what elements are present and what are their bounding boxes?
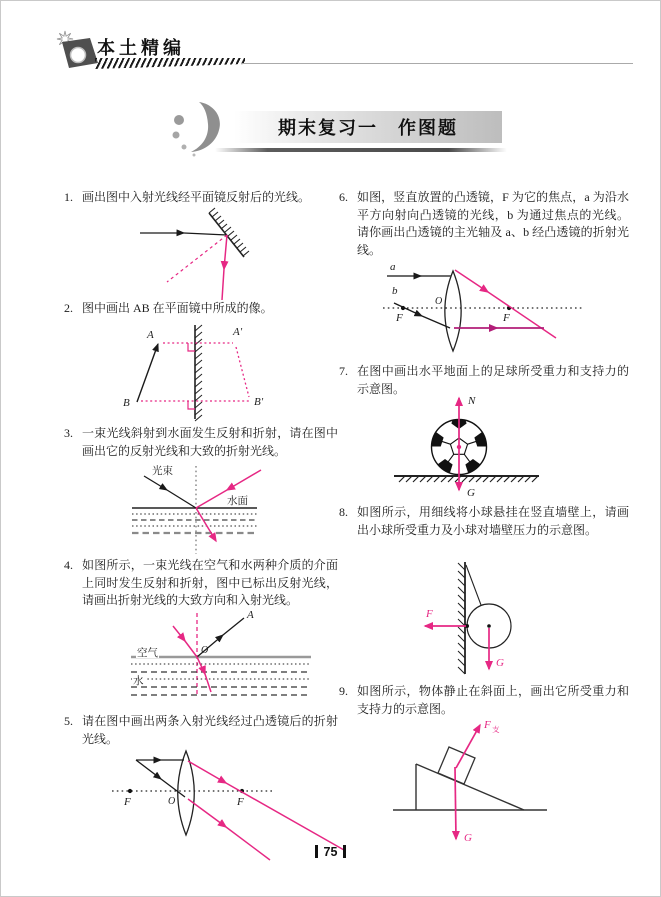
brand-hatch-decoration (95, 58, 245, 69)
problem-number: 3. (64, 426, 73, 440)
problem-number: 9. (339, 684, 348, 698)
problem-text: 如图，竖直放置的凸透镜，F 为它的焦点，a 为沿水平方向射向凸透镜的光线，b 为通过焦点的光线。请你画出凸透镜的主光轴及 a、b 经凸透镜的折射光线。 (357, 190, 629, 257)
label-O: O (168, 796, 176, 807)
label-F-support-sub: 支 (492, 725, 500, 734)
page-number-bar (315, 845, 318, 858)
label-F-right: F (503, 312, 510, 324)
label-G: G (464, 832, 472, 844)
label-A: A (147, 329, 154, 341)
problem-number: 7. (339, 364, 348, 378)
convex-lens (445, 271, 462, 351)
label-F-left: F (124, 796, 131, 808)
diagram-4-air-water-interface (126, 608, 321, 708)
problem-text: 请在图中画出两条入射光线经过凸透镜后的折射光线。 (82, 714, 338, 746)
problem-1 (64, 189, 338, 207)
problem-2 (64, 300, 338, 318)
label-G: G (467, 487, 475, 499)
label-O: O (201, 645, 209, 656)
diagram-8-ball-on-wall-forces (369, 558, 534, 678)
label-F-support: F (484, 719, 491, 731)
label-beam: 光束 (152, 466, 173, 477)
normal-line (167, 235, 227, 282)
label-B: B (123, 397, 130, 409)
problem-text: 在图中画出水平地面上的足球所受重力和支持力的示意图。 (357, 364, 629, 396)
problem-3 (64, 425, 338, 460)
problem-6 (339, 189, 629, 259)
lens-circle-icon (71, 48, 86, 63)
problem-text: 画出图中入射光线经平面镜反射后的光线。 (82, 190, 311, 204)
label-b: b (392, 285, 398, 297)
section-title-banner (234, 111, 502, 143)
problem-number: 5. (64, 714, 73, 728)
refracted-ray (196, 508, 216, 541)
page-footer (1, 845, 660, 859)
string-line (466, 565, 481, 605)
reflected-ray (222, 235, 227, 300)
wall-hatching (458, 563, 465, 674)
label-water-surface: 水面 (227, 496, 248, 507)
label-A-prime: A′ (233, 326, 243, 338)
center-of-gravity-dot (457, 445, 461, 449)
page-number-bar (343, 845, 346, 858)
problem-number: 6. (339, 190, 348, 204)
header-rule (241, 63, 633, 64)
problem-text: 如图所示，用细线将小球悬挂在竖直墙壁上，请画出小球所受重力及小球对墙壁压力的示意图。 (357, 505, 629, 537)
mirror-hatching (209, 208, 249, 256)
section-swoosh-logo (161, 96, 231, 162)
page-title: 期末复习一 作图题 (278, 118, 458, 138)
incident-beam (144, 476, 196, 508)
label-O: O (435, 296, 443, 307)
diagram-7-football-forces (379, 389, 624, 504)
diagram-3-water-reflection-refraction (124, 462, 314, 557)
diagram-9-block-on-incline-forces (373, 712, 631, 857)
problem-text: 一束光线斜射到水面发生反射和折射，请在图中画出它的反射光线和大致的折射光线。 (82, 426, 338, 458)
problem-text: 如图所示，物体静止在斜面上，画出它所受重力和支持力的示意图。 (357, 684, 629, 716)
label-air: 空气 (137, 648, 158, 659)
diagram-2-mirror-image (109, 322, 314, 422)
label-N: N (468, 395, 476, 407)
page-number: 75 (323, 845, 338, 859)
problem-5 (64, 713, 338, 748)
incident-ray (140, 233, 227, 235)
incident-ray (173, 626, 197, 657)
object-AB (137, 344, 158, 402)
problem-4 (64, 557, 338, 610)
mirror-hatching (195, 325, 202, 421)
right-angle-mark-bottom (188, 401, 195, 409)
label-B-prime: B′ (254, 396, 264, 408)
label-F-right: F (237, 796, 244, 808)
right-angle-mark-top (188, 343, 195, 351)
brand-logo (54, 29, 102, 73)
focal-point-left (128, 789, 132, 793)
label-G: G (496, 657, 504, 669)
problem-8 (339, 504, 629, 539)
label-a: a (390, 261, 396, 273)
problem-text: 图中画出 AB 在平面镜中所成的像。 (82, 301, 273, 315)
refracted-ray-through-F (188, 761, 344, 850)
problem-text: 如图所示，一束光线在空气和水两种介质的介面上同时发生反射和折射，图中已标出反射光线，请画出折射光线的大致方向和入射光线。 (82, 558, 338, 607)
label-F-left: F (396, 312, 403, 324)
label-F: F (426, 608, 433, 620)
diagram-6-convex-lens-focal-rays (379, 260, 631, 365)
ball-center-dot (487, 624, 491, 628)
image-A-prime-B-prime (236, 347, 249, 397)
label-water: 水 (133, 676, 144, 687)
label-A: A (247, 609, 254, 621)
diagram-1-plane-mirror (134, 207, 319, 302)
problem-number: 1. (64, 190, 73, 204)
brand-name: 本土精编 (97, 38, 185, 58)
force-arrow-G (455, 767, 456, 839)
problem-number: 4. (64, 558, 73, 572)
banner-underline (215, 148, 507, 152)
problem-number: 2. (64, 301, 73, 315)
problem-number: 8. (339, 505, 348, 519)
